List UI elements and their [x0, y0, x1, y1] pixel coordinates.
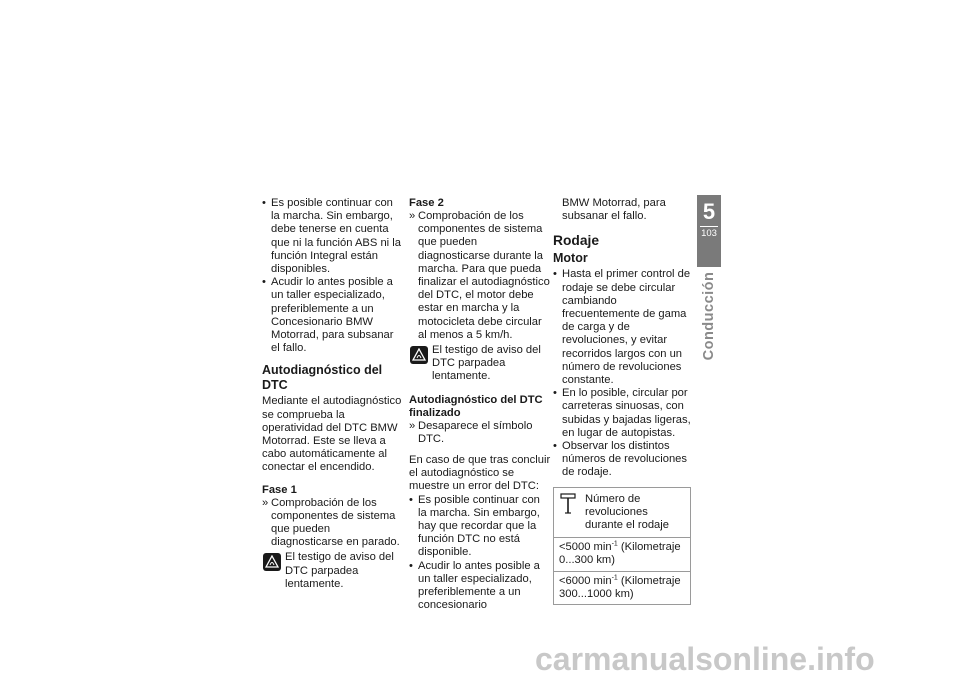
bullet-list-rodaje	[553, 268, 695, 479]
unit-exponent: -1	[611, 540, 618, 548]
table-header	[554, 488, 690, 539]
dtc-warning-light-icon	[263, 553, 281, 571]
finalizado-steps	[409, 420, 551, 446]
list-item: • Hasta el primer control de rodaje se debe circular cambiando frecuentemente de gama de carga y de revoluciones, y evitar recorridos largos con un número de revoluciones constante.	[553, 268, 695, 387]
column-3	[553, 197, 695, 605]
dtc-warning-light-icon	[410, 346, 428, 364]
intro-paragraph: Mediante el autodiagnóstico se comprueba la operatividad del DTC BMW Motorrad. Este se lleva a cabo automáticamente al conectar el encendido.	[262, 395, 402, 474]
rodaje-rpm-table	[553, 487, 691, 605]
error-intro: En caso de que tras concluir el autodiagnóstico se muestre un error del DTC:	[409, 454, 551, 493]
page-number: 103	[701, 228, 717, 239]
list-item: » Desaparece el símbolo DTC.	[409, 420, 551, 446]
warning-text: El testigo de aviso del DTC parpadea lentamente.	[432, 344, 541, 383]
bullet-list-dtc	[409, 494, 551, 613]
continuation-text: BMW Motorrad, para subsanar el fallo.	[562, 197, 666, 223]
watermark: carmanualsonline.info	[535, 641, 875, 677]
rpm-limit: <6000 min	[559, 574, 612, 587]
list-item: • Es posible continuar con la marcha. Sin embargo, debe tenerse en cuenta que ni la función ABS ni la función Integral están disponibles.	[262, 197, 404, 276]
list-item: » Comprobación de los componentes de sistema que pueden diagnosticarse en parado.	[262, 497, 404, 550]
heading-fase-2: Fase 2	[409, 197, 444, 209]
heading-rodaje: Rodaje	[553, 233, 599, 249]
fase1-warning-note	[263, 551, 404, 591]
mileage-range: (Kilometraje 0...300 km)	[559, 541, 681, 567]
column-2	[409, 197, 551, 612]
mileage-range: (Kilometraje 300...1000 km)	[559, 574, 681, 600]
warning-text: El testigo de aviso del DTC parpadea lentamente.	[285, 551, 394, 590]
list-item: • Observar los distintos números de revoluciones de rodaje.	[553, 440, 695, 480]
heading-autodiagnostico: Autodiagnóstico del DTC	[262, 363, 383, 393]
rpm-limit: <5000 min	[559, 541, 612, 554]
column-1	[262, 197, 404, 591]
bullet-list-abs	[262, 197, 404, 355]
section-side-title: Conducción	[701, 271, 717, 361]
tool-icon	[560, 493, 576, 515]
fase1-steps	[262, 497, 404, 550]
heading-fase-1: Fase 1	[262, 483, 297, 496]
table-row	[554, 538, 690, 571]
table-header-text: Número de revoluciones durante el rodaje	[585, 492, 669, 532]
tab-divider	[700, 226, 718, 227]
chapter-number: 5	[702, 199, 716, 224]
fase2-steps	[409, 210, 551, 342]
list-item: • Acudir lo antes posible a un taller especializado, preferiblemente a un Concesionario BMW Motorrad, para subsanar el fallo.	[262, 276, 404, 355]
heading-motor: Motor	[553, 251, 588, 266]
list-item: • Es posible continuar con la marcha. Sin embargo, hay que recordar que la función DTC no está disponible.	[409, 494, 551, 560]
unit-exponent: -1	[611, 573, 618, 581]
list-item: • En lo posible, circular por carreteras sinuosas, con subidas y bajadas ligeras, en lugar de autopistas.	[553, 387, 695, 440]
list-item: » Comprobación de los componentes de sistema que pueden diagnosticarse durante la marcha. Para que pueda finalizar el autodiagnóstico del DTC, el motor debe estar en marcha y la motocicleta debe circular al menos a 5 km/h.	[409, 210, 551, 342]
heading-autodiagnostico-finalizado: Autodiagnóstico del DTC finalizado	[409, 393, 543, 419]
fase2-warning-note	[410, 344, 551, 384]
list-item: • Acudir lo antes posible a un taller especializado, preferiblemente a un concesionario	[409, 560, 551, 613]
table-row	[554, 572, 690, 604]
